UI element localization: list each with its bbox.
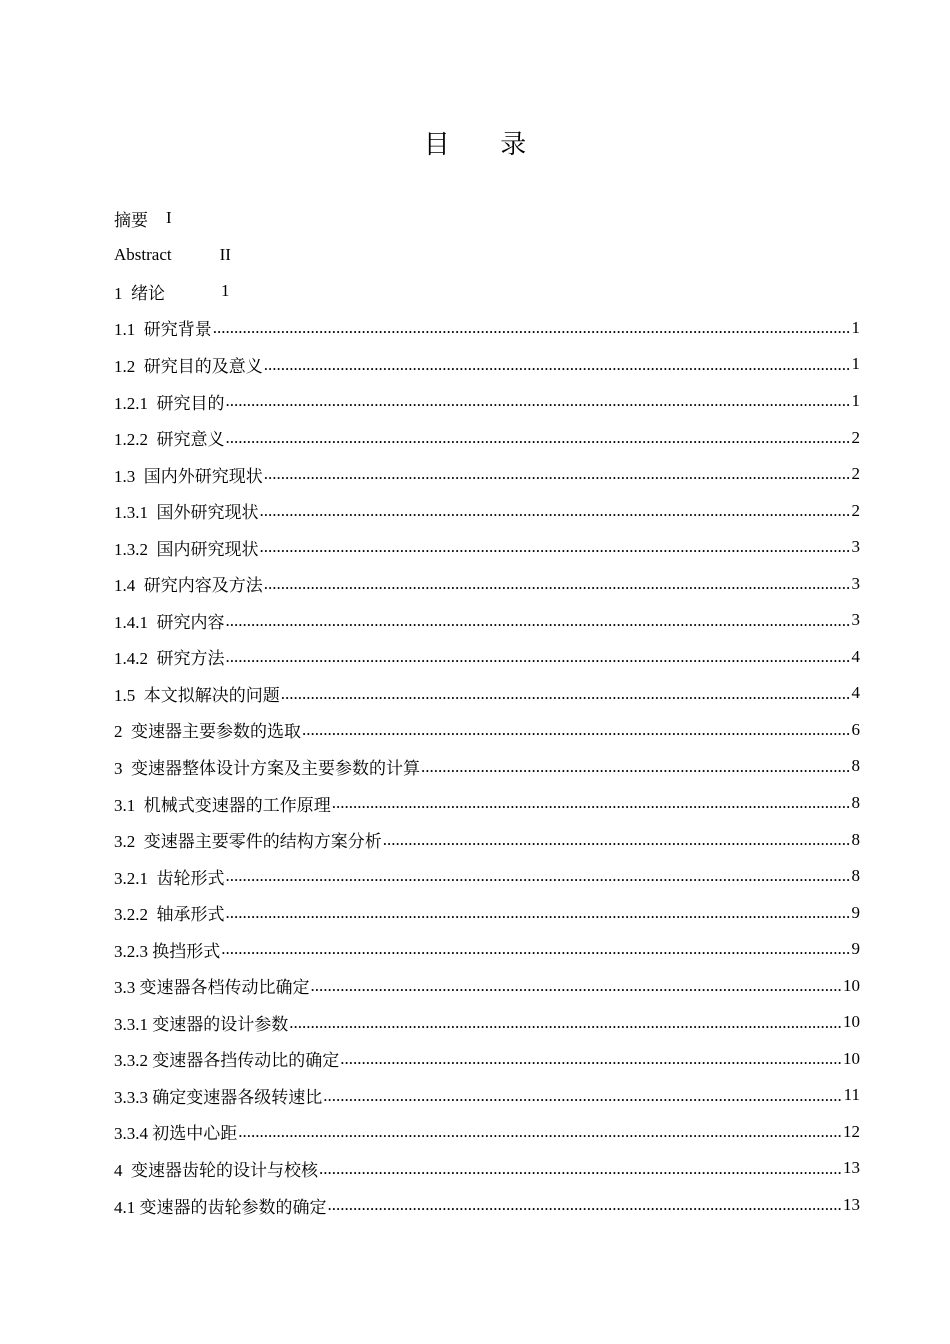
toc-entry[interactable] xyxy=(114,675,860,712)
toc-entry-page: 3 xyxy=(851,610,860,630)
toc-dot-leader xyxy=(226,612,851,629)
toc-entry[interactable] xyxy=(114,967,860,1004)
toc-entry-page: 3 xyxy=(851,537,860,557)
toc-entry[interactable] xyxy=(114,602,860,639)
toc-entry-label: 4 变速器齿轮的设计与校核 xyxy=(114,1160,318,1180)
toc-dot-leader xyxy=(238,1123,842,1140)
toc-entry-label: 1.3.2 国内研究现状 xyxy=(114,539,259,559)
toc-entry-page: 1 xyxy=(221,281,230,301)
toc-entry-label: 1.5 本文拟解决的问题 xyxy=(114,685,280,705)
toc-dot-leader xyxy=(264,356,851,373)
toc-entry-label: 1 绪论 xyxy=(114,283,165,303)
toc-dot-leader xyxy=(226,904,851,921)
toc-entry-label: 3.3.1 变速器的设计参数 xyxy=(114,1014,289,1034)
toc-dot-leader xyxy=(332,794,851,811)
toc-dot-leader xyxy=(264,465,851,482)
toc-entry[interactable] xyxy=(114,273,860,310)
toc-entry-label: 1.4.2 研究方法 xyxy=(114,649,225,669)
toc-entry-page: 1 xyxy=(851,317,860,337)
toc-entry-label: 1.3.1 国外研究现状 xyxy=(114,503,259,523)
toc-entry[interactable] xyxy=(114,931,860,968)
toc-entry-page: 3 xyxy=(851,573,860,593)
toc-entry-label: 3 变速器整体设计方案及主要参数的计算 xyxy=(114,758,420,778)
toc-dot-leader xyxy=(221,940,850,957)
toc-entry-page: 10 xyxy=(843,1012,860,1032)
toc-entry-page: 13 xyxy=(843,1195,860,1215)
toc-entry-label: 1.2 研究目的及意义 xyxy=(114,356,263,376)
toc-dot-leader xyxy=(226,867,851,884)
toc-entry[interactable] xyxy=(114,639,860,676)
toc-entry[interactable] xyxy=(114,492,860,529)
toc-dot-leader xyxy=(421,758,851,775)
toc-entry-label: 1.1 研究背景 xyxy=(114,320,212,340)
toc-dot-leader xyxy=(260,538,851,555)
toc-entry-page: II xyxy=(219,244,231,264)
toc-entry-page: 1 xyxy=(851,391,860,410)
toc-entry[interactable] xyxy=(114,310,860,347)
toc-entry-page: 8 xyxy=(851,829,860,849)
toc-entry-page: 4 xyxy=(851,683,860,703)
toc-entry-page: 10 xyxy=(843,1048,860,1068)
toc-entry-page: I xyxy=(166,208,172,228)
toc-entry[interactable] xyxy=(114,1150,860,1187)
toc-entry[interactable] xyxy=(114,712,860,749)
toc-entry-label: 3.1 机械式变速器的工作原理 xyxy=(114,795,331,815)
toc-entry[interactable] xyxy=(114,894,860,931)
toc-entry[interactable] xyxy=(114,346,860,383)
toc-entry-page: 9 xyxy=(851,939,860,959)
toc-entry[interactable] xyxy=(114,1077,860,1114)
toc-entry[interactable] xyxy=(114,1187,860,1224)
toc-entry[interactable] xyxy=(114,456,860,493)
toc-entry-page: 10 xyxy=(843,975,860,995)
toc-entry-page: 9 xyxy=(851,902,860,922)
toc-entry-label: 3.2.3 换挡形式 xyxy=(114,941,221,961)
toc-entry[interactable] xyxy=(114,1004,860,1041)
toc-dot-leader xyxy=(323,1087,842,1104)
toc-entry-label: 1.4.1 研究内容 xyxy=(114,612,225,632)
toc-entry-label: 1.2.2 研究意义 xyxy=(114,430,225,450)
toc-entry-page: 8 xyxy=(851,793,860,813)
toc-dot-leader xyxy=(340,1050,842,1067)
toc-entry-label: 3.3 变速器各档传动比确定 xyxy=(114,978,310,998)
toc-dot-leader xyxy=(260,502,851,519)
toc-entry[interactable] xyxy=(114,383,860,420)
toc-dot-leader xyxy=(319,1160,842,1177)
toc-dot-leader xyxy=(281,685,851,702)
toc-entry[interactable] xyxy=(114,565,860,602)
toc-dot-leader xyxy=(302,721,851,738)
toc-entry-label: 4.1 变速器的齿轮参数的确定 xyxy=(114,1197,327,1217)
toc-entry-label: 3.2 变速器主要零件的结构方案分析 xyxy=(114,832,382,852)
toc-entry[interactable] xyxy=(114,1114,860,1151)
toc-entry-label: 1.3 国内外研究现状 xyxy=(114,466,263,486)
toc-dot-leader xyxy=(289,1014,842,1031)
toc-entry-label: 摘要 xyxy=(114,210,148,230)
toc-dot-leader xyxy=(383,831,851,848)
toc-entry-page: 2 xyxy=(851,500,860,520)
toc-entry-page: 12 xyxy=(843,1121,860,1141)
toc-entry-page: 8 xyxy=(851,866,860,886)
toc-entry-label: 3.2.1 齿轮形式 xyxy=(114,868,225,888)
table-of-contents xyxy=(114,200,860,1223)
toc-dot-leader xyxy=(264,575,851,592)
toc-dot-leader xyxy=(311,977,843,994)
toc-entry[interactable] xyxy=(114,200,860,237)
toc-entry-page: 13 xyxy=(843,1158,860,1178)
toc-entry-label: Abstract xyxy=(114,244,172,264)
toc-entry-page: 2 xyxy=(851,464,860,484)
toc-entry[interactable] xyxy=(114,748,860,785)
toc-entry[interactable] xyxy=(114,529,860,566)
toc-entry-label: 3.3.3 确定变速器各级转速比 xyxy=(114,1087,323,1107)
toc-entry-label: 3.2.2 轴承形式 xyxy=(114,905,225,925)
toc-entry-page: 11 xyxy=(843,1085,860,1105)
toc-entry-page: 1 xyxy=(851,354,860,374)
toc-entry-label: 3.3.4 初选中心距 xyxy=(114,1124,238,1144)
toc-entry-page: 4 xyxy=(851,646,860,666)
toc-entry-page: 2 xyxy=(851,427,860,447)
toc-entry-label: 1.2.1 研究目的 xyxy=(114,393,225,413)
toc-entry-page: 6 xyxy=(851,719,860,739)
toc-entry[interactable] xyxy=(114,1041,860,1078)
toc-dot-leader xyxy=(226,392,851,409)
toc-entry[interactable] xyxy=(114,821,860,858)
toc-entry[interactable] xyxy=(114,858,860,895)
toc-entry-label: 3.3.2 变速器各挡传动比的确定 xyxy=(114,1051,340,1071)
toc-entry[interactable] xyxy=(114,237,860,274)
toc-dot-leader xyxy=(226,648,851,665)
toc-dot-leader xyxy=(213,319,851,336)
toc-entry-label: 1.4 研究内容及方法 xyxy=(114,576,263,596)
page-title: 目 录 xyxy=(423,130,549,159)
toc-entry-page: 8 xyxy=(851,756,860,776)
toc-entry[interactable] xyxy=(114,785,860,822)
toc-dot-leader xyxy=(226,429,851,446)
toc-dot-leader xyxy=(328,1196,843,1213)
toc-entry[interactable] xyxy=(114,419,860,456)
toc-entry-label: 2 变速器主要参数的选取 xyxy=(114,722,301,742)
